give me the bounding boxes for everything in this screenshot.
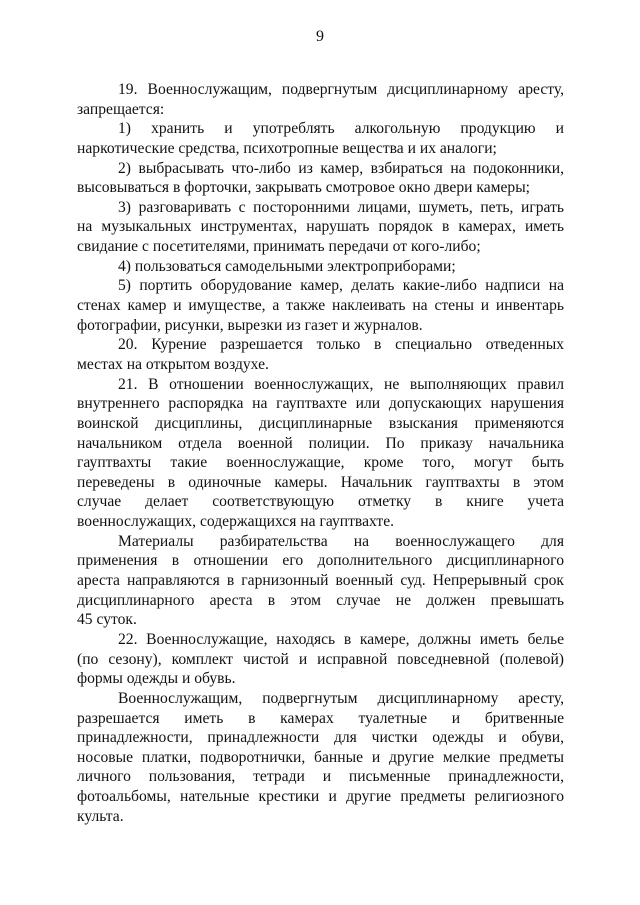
text-line: фотографии, рисунки, вырезки из газет и журналов. [77,316,423,334]
text-line: носовые платки, подворотнички, банные и другие мелкие предметы [77,748,564,766]
text-line: 20. Курение разрешается только в специально отведенных [118,336,564,354]
document-body [77,80,564,826]
text-line: (по сезону), комплект чистой и исправной повседневной (полевой) [77,650,564,668]
text-line: воинской дисциплины, дисциплинарные взыскания применяются [77,414,564,432]
text-line: 2) выбрасывать что-либо из камер, взбираться на подоконники, [118,159,564,177]
text-line: свидание с посетителями, принимать передачи от кого-либо; [77,238,481,256]
text-line: местах на открытом воздухе. [77,355,269,373]
text-line: культа. [77,807,124,825]
text-line: гауптвахты такие военнослужащие, кроме того, могут быть [77,454,564,472]
text-line: запрещается: [77,100,165,118]
text-line: формы одежды и обувь. [77,670,236,688]
text-line: на музыкальных инструментах, нарушать порядок в камерах, иметь [77,218,564,236]
text-line: личного пользования, тетради и письменные принадлежности, [77,768,564,786]
text-line: начальником отдела военной полиции. По приказу начальника [77,434,564,452]
text-line: 1) хранить и употреблять алкогольную продукцию и [118,120,564,138]
text-line: военнослужащих, содержащихся на гауптвахте. [77,513,395,531]
text-line: внутреннего распорядка на гауптвахте или допускающих нарушения [77,395,564,413]
text-line: наркотические средства, психотропные вещества и их аналоги; [77,139,497,157]
text-line: Военнослужащим, подвергнутым дисциплинарному аресту, [118,689,564,707]
text-line: переведены в одиночные камеры. Начальник гауптвахты в этом [77,473,564,491]
text-line: 45 суток. [77,611,137,629]
text-line: принадлежности, принадлежности для чистки одежды и обуви, [77,729,564,747]
text-line: 19. Военнослужащим, подвергнутым дисциплинарному аресту, [118,81,564,98]
text-line: 5) портить оборудование камер, делать какие-либо надписи на [118,277,564,295]
text-line: стенах камер и имуществе, а также наклеивать на стены и инвентарь [77,297,564,315]
text-line: Материалы разбирательства на военнослужащего для [118,532,564,550]
text-line: 4) пользоваться самодельными электроприборами; [118,257,456,275]
text-line: 22. Военнослужащие, находясь в камере, должны иметь белье [118,630,564,648]
text-line: применения в отношении его дополнительного дисциплинарного [77,552,564,570]
text-line: разрешается иметь в камерах туалетные и бритвенные [77,709,564,727]
text-line: случае делает соответствующую отметку в книге учета [77,493,564,511]
text-line: 21. В отношении военнослужащих, не выполняющих правил [118,375,564,393]
text-line: высовываться в форточки, закрывать смотровое окно двери камеры; [77,179,531,197]
page-number: 9 [316,28,324,45]
text-line: 3) разговаривать с посторонними лицами, шуметь, петь, играть [118,198,564,216]
text-line: ареста направляются в гарнизонный военный суд. Непрерывный срок [77,572,564,590]
text-line: дисциплинарного ареста в этом случае не должен превышать [77,591,564,609]
text-line: фотоальбомы, нательные крестики и другие предметы религиозного [77,788,564,806]
